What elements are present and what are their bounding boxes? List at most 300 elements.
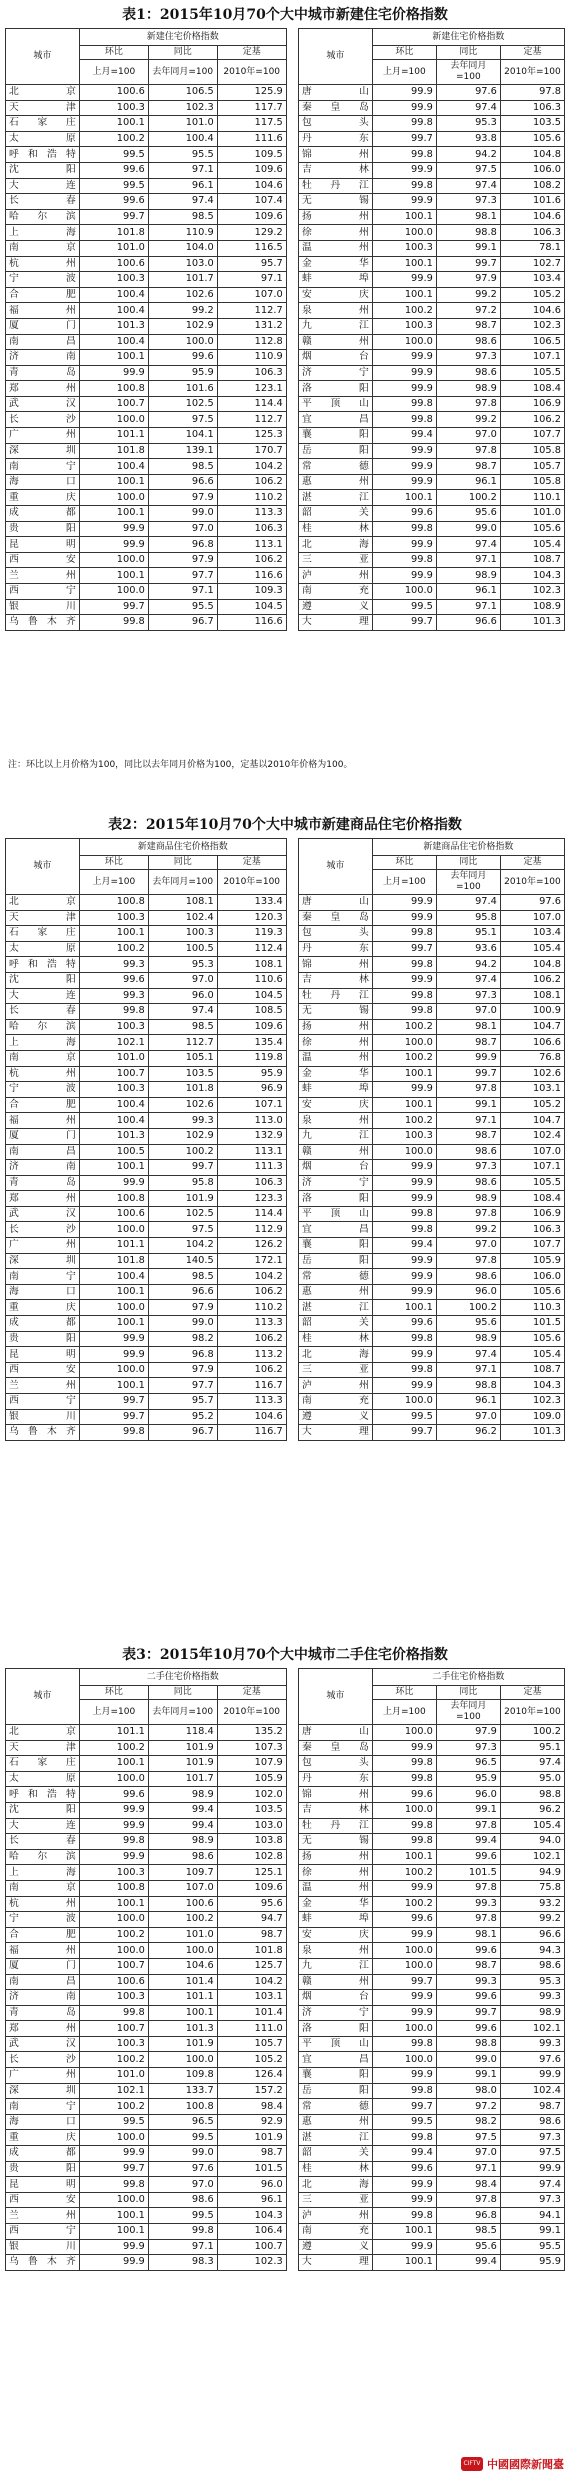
base-value: 108.9	[500, 599, 564, 615]
yoy-value: 98.2	[148, 1331, 217, 1347]
yoy-value: 100.5	[148, 941, 217, 957]
base-value: 107.1	[500, 1160, 564, 1176]
mom-value: 100.7	[79, 1066, 148, 1082]
table-row	[6, 1943, 565, 1959]
yoy-value: 97.1	[436, 552, 500, 568]
mom-value: 99.5	[372, 599, 436, 615]
table-row	[6, 941, 565, 957]
header-city: 城市	[299, 839, 373, 895]
mom-value: 99.8	[372, 1771, 436, 1787]
base-value: 101.3	[500, 1425, 564, 1441]
header-base-sub: 2010年=100	[217, 60, 286, 85]
mom-value: 99.9	[372, 1191, 436, 1207]
city-name: 安 庆	[299, 287, 373, 303]
city-name: 呼和浩特	[6, 1787, 80, 1803]
yoy-value: 98.6	[436, 1144, 500, 1160]
city-name: 丹 东	[299, 941, 373, 957]
base-value: 95.7	[217, 256, 286, 272]
base-value: 105.6	[500, 1331, 564, 1347]
yoy-value: 100.0	[148, 2052, 217, 2068]
city-name: 呼和浩特	[6, 147, 80, 163]
table-row	[6, 1974, 565, 1990]
base-value: 111.0	[217, 2021, 286, 2037]
city-name: 赣 州	[299, 1974, 373, 1990]
yoy-value: 98.7	[436, 459, 500, 475]
base-value: 132.9	[217, 1128, 286, 1144]
yoy-value: 96.0	[148, 988, 217, 1004]
header-yoy-sub: 去年同月=100	[148, 60, 217, 85]
base-value: 106.3	[217, 365, 286, 381]
mom-value: 99.9	[372, 2068, 436, 2084]
mom-value: 100.1	[79, 1160, 148, 1176]
base-value: 106.2	[500, 972, 564, 988]
mom-value: 100.0	[79, 490, 148, 506]
yoy-value: 101.3	[148, 2021, 217, 2037]
yoy-value: 95.8	[436, 910, 500, 926]
yoy-value: 97.1	[148, 584, 217, 600]
header-section: 二手住宅价格指数	[79, 1669, 286, 1686]
base-value: 96.6	[500, 1927, 564, 1943]
city-name: 平 顶 山	[299, 2036, 373, 2052]
mom-value: 99.9	[372, 162, 436, 178]
city-name: 厦 门	[6, 1958, 80, 1974]
mom-value: 100.2	[79, 1927, 148, 1943]
base-value: 107.7	[500, 428, 564, 444]
base-value: 95.0	[500, 1771, 564, 1787]
mom-value: 100.1	[79, 116, 148, 132]
yoy-value: 99.1	[436, 1097, 500, 1113]
table-row	[6, 521, 565, 537]
city-name: 温 州	[299, 1050, 373, 1066]
city-name: 湛 江	[299, 1300, 373, 1316]
mom-value: 99.8	[372, 1222, 436, 1238]
mom-value: 100.7	[79, 1958, 148, 1974]
mom-value: 100.1	[79, 1756, 148, 1772]
yoy-value: 95.9	[436, 1771, 500, 1787]
table-row	[6, 1818, 565, 1834]
yoy-value: 95.2	[148, 1409, 217, 1425]
column-gap	[286, 839, 298, 1441]
table-row	[6, 1050, 565, 1066]
mom-value: 100.0	[79, 584, 148, 600]
table-row	[6, 1082, 565, 1098]
table-row	[6, 334, 565, 350]
mom-value: 99.9	[372, 100, 436, 116]
city-name: 济 南	[6, 1160, 80, 1176]
base-value: 102.6	[500, 1066, 564, 1082]
table-row	[6, 552, 565, 568]
city-name: 扬 州	[299, 1019, 373, 1035]
city-name: 南 昌	[6, 1974, 80, 1990]
yoy-value: 97.1	[148, 162, 217, 178]
yoy-value: 99.8	[148, 2224, 217, 2240]
base-value: 109.0	[500, 1409, 564, 1425]
city-name: 济 宁	[299, 1175, 373, 1191]
header-base-sub: 2010年=100	[500, 1700, 564, 1725]
mom-value: 99.8	[79, 1425, 148, 1441]
base-value: 101.8	[217, 1943, 286, 1959]
base-value: 97.3	[500, 2130, 564, 2146]
city-name: 杭 州	[6, 1896, 80, 1912]
base-value: 157.2	[217, 2083, 286, 2099]
base-value: 106.0	[500, 162, 564, 178]
yoy-value: 95.5	[148, 147, 217, 163]
yoy-value: 95.9	[148, 365, 217, 381]
base-value: 109.3	[217, 584, 286, 600]
mom-value: 99.9	[79, 365, 148, 381]
base-value: 99.1	[500, 2224, 564, 2240]
base-value: 99.3	[500, 1990, 564, 2006]
city-name: 惠 州	[299, 1284, 373, 1300]
header-section: 新建住宅价格指数	[372, 29, 564, 46]
table-row	[6, 1787, 565, 1803]
base-value: 105.5	[500, 365, 564, 381]
city-name: 深 圳	[6, 2083, 80, 2099]
mom-value: 99.8	[372, 1756, 436, 1772]
mom-value: 100.0	[79, 2130, 148, 2146]
base-value: 111.3	[217, 1160, 286, 1176]
base-value: 97.5	[500, 2146, 564, 2162]
yoy-value: 96.6	[148, 474, 217, 490]
yoy-value: 102.5	[148, 396, 217, 412]
mom-value: 100.6	[79, 85, 148, 101]
base-value: 102.0	[217, 1787, 286, 1803]
yoy-value: 99.1	[436, 2068, 500, 2084]
base-value: 78.1	[500, 240, 564, 256]
base-value: 116.5	[217, 240, 286, 256]
table-row	[6, 2068, 565, 2084]
base-value: 104.3	[500, 568, 564, 584]
mom-value: 99.8	[372, 957, 436, 973]
header-section: 新建商品住宅价格指数	[79, 839, 286, 856]
yoy-value: 97.6	[148, 2161, 217, 2177]
base-value: 104.3	[500, 1378, 564, 1394]
city-name: 西 宁	[6, 1394, 80, 1410]
city-name: 海 口	[6, 1284, 80, 1300]
table-row	[6, 396, 565, 412]
city-name: 宜 昌	[299, 1222, 373, 1238]
city-name: 金 华	[299, 256, 373, 272]
city-name: 南 昌	[6, 1144, 80, 1160]
mom-value: 99.4	[372, 428, 436, 444]
city-name: 西 宁	[6, 2224, 80, 2240]
city-name: 哈 尔 滨	[6, 1849, 80, 1865]
yoy-value: 97.8	[436, 443, 500, 459]
city-name: 丹 东	[299, 131, 373, 147]
city-name: 长 春	[6, 1004, 80, 1020]
mom-value: 99.9	[372, 2192, 436, 2208]
base-value: 107.3	[217, 1740, 286, 1756]
table-row	[6, 1004, 565, 1020]
city-name: 锦 州	[299, 147, 373, 163]
base-value: 102.3	[217, 2255, 286, 2271]
base-value: 104.2	[217, 1974, 286, 1990]
base-value: 95.9	[217, 1066, 286, 1082]
city-name: 宜 昌	[299, 2052, 373, 2068]
base-value: 92.9	[217, 2114, 286, 2130]
yoy-value: 118.4	[148, 1725, 217, 1741]
yoy-value: 97.8	[436, 1818, 500, 1834]
city-name: 常 德	[299, 459, 373, 475]
mom-value: 100.1	[372, 209, 436, 225]
mom-value: 99.9	[372, 2005, 436, 2021]
mom-value: 100.0	[372, 1943, 436, 1959]
table-row	[6, 1300, 565, 1316]
yoy-value: 99.0	[436, 521, 500, 537]
city-name: 九 江	[299, 318, 373, 334]
column-gap	[286, 1669, 298, 2271]
header-mom-sub: 上月=100	[372, 1700, 436, 1725]
city-name: 长 春	[6, 194, 80, 210]
mom-value: 100.1	[372, 256, 436, 272]
base-value: 97.6	[500, 2052, 564, 2068]
city-name: 九 江	[299, 1128, 373, 1144]
city-name: 桂 林	[299, 521, 373, 537]
city-name: 南 宁	[6, 2099, 80, 2115]
base-value: 98.6	[500, 2114, 564, 2130]
yoy-value: 97.5	[436, 162, 500, 178]
base-value: 106.9	[500, 1206, 564, 1222]
table-row	[6, 1128, 565, 1144]
yoy-value: 101.8	[148, 1082, 217, 1098]
header-mom-sub: 上月=100	[372, 870, 436, 895]
table-row	[6, 381, 565, 397]
city-name: 北 京	[6, 895, 80, 911]
yoy-value: 99.5	[148, 2208, 217, 2224]
base-value: 104.5	[217, 988, 286, 1004]
base-value: 104.6	[500, 209, 564, 225]
base-value: 106.2	[500, 412, 564, 428]
city-name: 兰 州	[6, 568, 80, 584]
mom-value: 99.9	[372, 1880, 436, 1896]
mom-value: 100.1	[79, 568, 148, 584]
header-yoy-sub: 去年同月=100	[436, 60, 500, 85]
base-value: 98.6	[500, 1958, 564, 1974]
mom-value: 99.9	[372, 2239, 436, 2255]
mom-value: 100.1	[372, 490, 436, 506]
yoy-value: 97.0	[148, 521, 217, 537]
city-name: 遵 义	[299, 599, 373, 615]
base-value: 106.6	[500, 1035, 564, 1051]
base-value: 93.2	[500, 1896, 564, 1912]
table-row	[6, 2208, 565, 2224]
yoy-value: 104.2	[148, 1238, 217, 1254]
city-name: 大 连	[6, 178, 80, 194]
base-value: 101.5	[217, 2161, 286, 2177]
mom-value: 99.5	[79, 147, 148, 163]
base-value: 102.1	[500, 1849, 564, 1865]
base-value: 119.3	[217, 926, 286, 942]
yoy-value: 100.2	[436, 490, 500, 506]
base-value: 113.1	[217, 537, 286, 553]
base-value: 110.6	[217, 972, 286, 988]
city-name: 泸 州	[299, 2208, 373, 2224]
base-value: 101.4	[217, 2005, 286, 2021]
yoy-value: 97.4	[436, 178, 500, 194]
city-name: 广 州	[6, 2068, 80, 2084]
yoy-value: 97.9	[148, 552, 217, 568]
base-value: 113.3	[217, 1394, 286, 1410]
base-value: 94.3	[500, 1943, 564, 1959]
header-base-sub: 2010年=100	[217, 870, 286, 895]
yoy-value: 96.5	[436, 1756, 500, 1772]
yoy-value: 99.7	[436, 2005, 500, 2021]
yoy-value: 98.7	[436, 318, 500, 334]
mom-value: 100.1	[372, 2224, 436, 2240]
yoy-value: 100.2	[148, 1912, 217, 1928]
mom-value: 100.1	[372, 2255, 436, 2271]
base-value: 105.6	[500, 1284, 564, 1300]
yoy-value: 98.9	[436, 568, 500, 584]
city-name: 金 华	[299, 1066, 373, 1082]
base-value: 108.2	[500, 178, 564, 194]
header-yoy: 同比	[148, 1686, 217, 1700]
yoy-value: 96.1	[436, 584, 500, 600]
city-name: 惠 州	[299, 474, 373, 490]
header-mom-sub: 上月=100	[79, 870, 148, 895]
base-value: 105.7	[217, 2036, 286, 2052]
table3-title: 表3：2015年10月70个大中城市二手住宅价格指数	[122, 1647, 448, 1663]
base-value: 96.9	[217, 1082, 286, 1098]
table-row	[6, 85, 565, 101]
base-value: 113.0	[217, 1113, 286, 1129]
city-name: 大 理	[299, 615, 373, 631]
mom-value: 99.7	[79, 1409, 148, 1425]
city-name: 金 华	[299, 1896, 373, 1912]
base-value: 102.7	[500, 256, 564, 272]
yoy-value: 112.7	[148, 1035, 217, 1051]
mom-value: 99.9	[372, 568, 436, 584]
mom-value: 99.7	[79, 1394, 148, 1410]
city-name: 天 津	[6, 100, 80, 116]
mom-value: 99.5	[372, 2114, 436, 2130]
base-value: 98.9	[500, 2005, 564, 2021]
base-value: 114.4	[217, 1206, 286, 1222]
yoy-value: 98.3	[148, 2255, 217, 2271]
table-row	[6, 2161, 565, 2177]
city-name: 乌鲁木齐	[6, 615, 80, 631]
base-value: 103.1	[500, 1082, 564, 1098]
city-name: 青 岛	[6, 365, 80, 381]
header-mom: 环比	[372, 856, 436, 870]
city-name: 丹 东	[299, 1771, 373, 1787]
mom-value: 99.8	[372, 2130, 436, 2146]
base-value: 105.4	[500, 1818, 564, 1834]
yoy-value: 106.5	[148, 85, 217, 101]
base-value: 94.1	[500, 2208, 564, 2224]
city-name: 沈 阳	[6, 972, 80, 988]
city-name: 烟 台	[299, 1990, 373, 2006]
table-row	[6, 256, 565, 272]
yoy-value: 97.4	[148, 194, 217, 210]
city-name: 岳 阳	[299, 1253, 373, 1269]
mom-value: 100.7	[79, 2021, 148, 2037]
table-row	[6, 1725, 565, 1741]
city-name: 泉 州	[299, 1113, 373, 1129]
table-row	[6, 2005, 565, 2021]
mom-value: 99.8	[372, 1206, 436, 1222]
city-name: 大 理	[299, 2255, 373, 2271]
table-row	[6, 131, 565, 147]
yoy-value: 140.5	[148, 1253, 217, 1269]
yoy-value: 95.1	[436, 926, 500, 942]
yoy-value: 96.0	[436, 1787, 500, 1803]
mom-value: 99.9	[79, 1347, 148, 1363]
base-value: 105.2	[500, 1097, 564, 1113]
yoy-value: 98.6	[436, 1175, 500, 1191]
mom-value: 99.6	[79, 972, 148, 988]
header-base: 定基	[500, 1686, 564, 1700]
base-value: 104.3	[217, 2208, 286, 2224]
table-row	[6, 1425, 565, 1441]
base-value: 101.0	[500, 506, 564, 522]
city-name: 天 津	[6, 910, 80, 926]
mom-value: 99.5	[372, 1409, 436, 1425]
yoy-value: 99.1	[436, 1802, 500, 1818]
city-name: 海 口	[6, 2114, 80, 2130]
city-name: 南 充	[299, 584, 373, 600]
table-row	[6, 2021, 565, 2037]
header-base: 定基	[217, 1686, 286, 1700]
table-row	[6, 615, 565, 631]
mom-value: 99.9	[372, 1740, 436, 1756]
base-value: 94.0	[500, 1834, 564, 1850]
yoy-value: 97.9	[148, 1362, 217, 1378]
yoy-value: 109.8	[148, 2068, 217, 2084]
base-value: 113.3	[217, 1316, 286, 1332]
table-row	[6, 910, 565, 926]
yoy-value: 98.8	[436, 1378, 500, 1394]
header-mom-sub: 上月=100	[372, 60, 436, 85]
table-row	[6, 1849, 565, 1865]
yoy-value: 98.5	[148, 459, 217, 475]
city-name: 上 海	[6, 1035, 80, 1051]
mom-value: 99.9	[372, 85, 436, 101]
mom-value: 100.4	[79, 303, 148, 319]
mom-value: 100.2	[79, 131, 148, 147]
mom-value: 99.9	[372, 1378, 436, 1394]
base-value: 123.3	[217, 1191, 286, 1207]
yoy-value: 101.9	[148, 1191, 217, 1207]
yoy-value: 97.8	[436, 2192, 500, 2208]
yoy-value: 100.6	[148, 1896, 217, 1912]
table-row	[6, 147, 565, 163]
city-name: 福 州	[6, 1943, 80, 1959]
base-value: 170.7	[217, 443, 286, 459]
mom-value: 101.3	[79, 1128, 148, 1144]
city-name: 大 连	[6, 1818, 80, 1834]
yoy-value: 96.7	[148, 615, 217, 631]
yoy-value: 99.6	[436, 1849, 500, 1865]
table-row	[6, 599, 565, 615]
mom-value: 100.1	[79, 2224, 148, 2240]
mom-value: 99.8	[372, 396, 436, 412]
yoy-value: 96.7	[148, 1425, 217, 1441]
base-value: 103.5	[217, 1802, 286, 1818]
yoy-value: 97.0	[436, 1004, 500, 1020]
mom-value: 99.8	[372, 1834, 436, 1850]
city-name: 宁 波	[6, 1082, 80, 1098]
header-city: 城市	[299, 29, 373, 85]
yoy-value: 97.1	[436, 2161, 500, 2177]
table-row	[6, 1238, 565, 1254]
city-name: 常 德	[299, 1269, 373, 1285]
base-value: 135.4	[217, 1035, 286, 1051]
table-row	[6, 178, 565, 194]
base-value: 101.3	[500, 615, 564, 631]
yoy-value: 107.0	[148, 1880, 217, 1896]
base-value: 101.5	[500, 1316, 564, 1332]
